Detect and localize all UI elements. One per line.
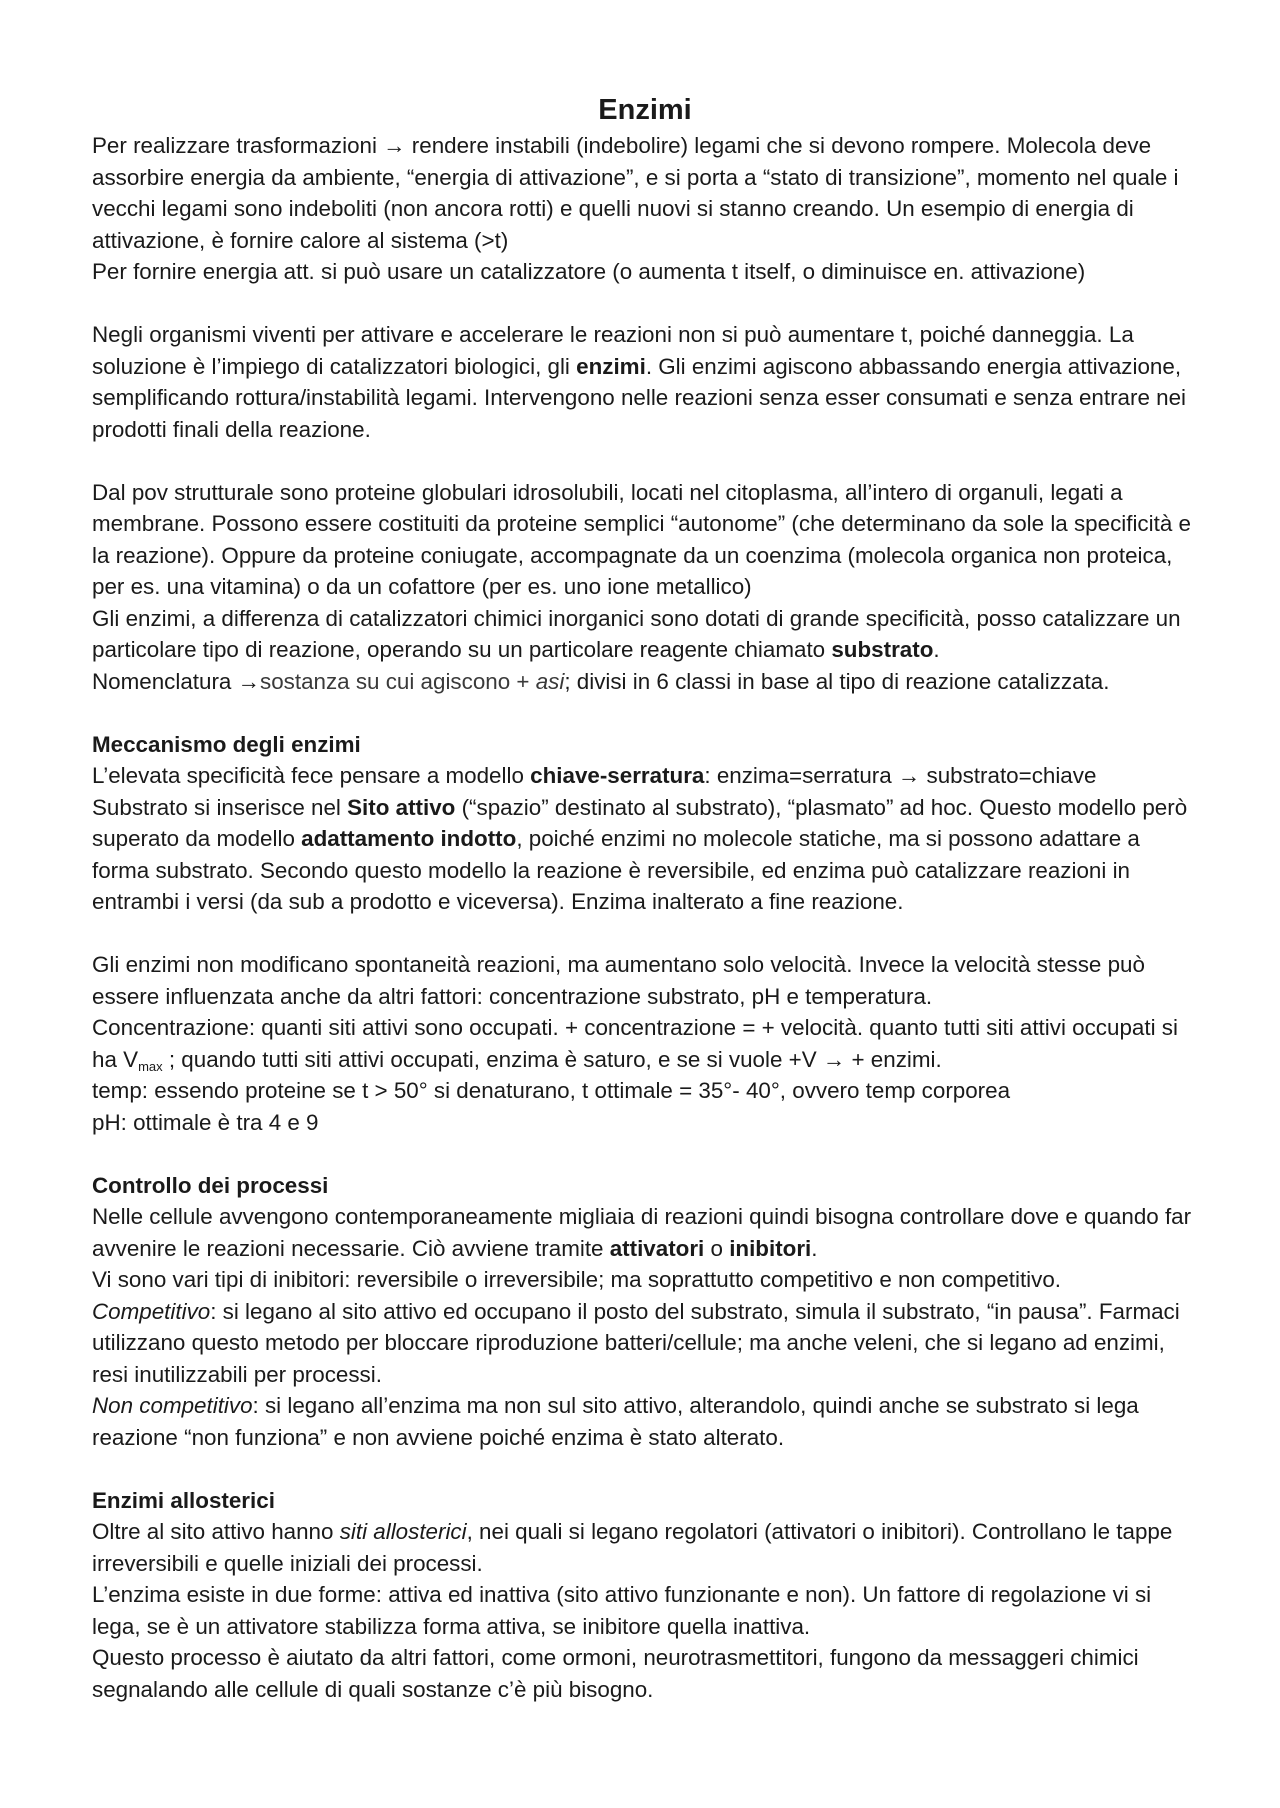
paragraph-allosterici-2: L’enzima esiste in due forme: attiva ed inattiva (sito attivo funzionante e non). Un fattore di regolazione vi si lega, se è un attivatore stabilizza forma attiva, se inibitore quella inattiva.: [92, 1582, 1152, 1639]
document-page: [92, 90, 1198, 1705]
bold-term: enzimi: [576, 353, 646, 379]
bold-term: inibitori: [729, 1235, 812, 1261]
italic-term: asi: [535, 668, 565, 694]
section-heading-controllo: Controllo dei processi: [92, 1172, 329, 1198]
text-run: . Gli enzimi agiscono abbassando energia attivazione, semplificando rottura/instabilità legami. Intervengono nelle reazioni senza esser consumati e senza entrare nei prodotti finali della reazione.: [92, 353, 1187, 442]
paragraph-allosterici-3: Questo processo è aiutato da altri fattori, come ormoni, neurotrasmettitori, fungono da messaggeri chimici segnalando alle cellule di quali sostanze c’è più bisogno.: [92, 1645, 1139, 1702]
paragraph-meccanismo-2: [92, 792, 1198, 918]
text-run: .: [933, 637, 940, 662]
paragraph-controllo-3: [92, 1296, 1198, 1391]
section-heading-allosterici: Enzimi allosterici: [92, 1487, 275, 1513]
paragraph-intro-2: Per fornire energia att. si può usare un catalizzatore (o aumenta t itself, o diminuisce en. attivazione): [92, 259, 1086, 284]
paragraph-controllo-2: Vi sono vari tipi di inibitori: reversibile o irreversibile; ma soprattutto competitivo e non competitivo.: [92, 1267, 1062, 1292]
bold-term: Sito attivo: [347, 794, 456, 820]
paragraph-meccanismo-1: [92, 760, 1198, 792]
text-run: ; divisi in 6 classi in base al tipo di reazione catalizzata.: [564, 668, 1110, 694]
paragraph-controllo-1: [92, 1201, 1198, 1264]
text-run: Nelle cellule avvengono contemporaneamente migliaia di reazioni quindi bisogna controllare dove e quando far avvenire le reazioni necessarie. Ciò avviene tramite: [92, 1204, 1192, 1261]
text-run: ; quando tutti siti attivi occupati, enzima è saturo, e se si vuole +V → + enzimi.: [162, 1046, 942, 1072]
text-run: Substrato si inserisce nel: [92, 794, 348, 820]
italic-term: Non competitivo: [92, 1393, 253, 1418]
text-run: Nomenclatura →: [92, 668, 260, 694]
paragraph-intro-4: Dal pov strutturale sono proteine globulari idrosolubili, locati nel citoplasma, all’intero di organuli, legati a membrane. Possono essere costituiti da proteine semplici “autonome” (che determinano da sole la specificità e la reazione). Oppure da proteine coniugate, accompagnate da un coenzima (molecola organica non proteica, per es. una vitamina) o da un cofattore (per es. uno ione metallico): [92, 479, 1191, 599]
paragraph-meccanismo-5: temp: essendo proteine se t > 50° si denaturano, t ottimale = 35°- 40°, ovvero temp corporea: [92, 1078, 1011, 1103]
paragraph-intro-3: [92, 319, 1198, 445]
paragraph-intro-5: [92, 603, 1198, 666]
paragraph-meccanismo-6: pH: ottimale è tra 4 e 9: [92, 1109, 319, 1135]
text-run: Gli enzimi, a differenza di catalizzatori chimici inorganici sono dotati di grande specificità, posso catalizzare un particolare tipo di reazione, operando su un particolare reagente chiamato: [92, 605, 1181, 662]
paragraph-allosterici-1: [92, 1516, 1198, 1579]
paragraph-meccanismo-4: [92, 1012, 1198, 1075]
text-run: , poiché enzimi no molecole statiche, ma si possono adattare a forma substrato. Secondo questo modello la reazione è reversibile, ed enzima può catalizzare reazioni in entrambi i versi (da sub a prodotto e viceversa). Enzima inalterato a fine reazione.: [92, 826, 1140, 914]
bold-term: adattamento indotto: [301, 826, 517, 851]
text-run: Concentrazione: quanti siti attivi sono occupati. + concentrazione = + velocità. quanto tutti siti attivi occupati si ha V: [92, 1015, 1178, 1072]
spacer: [92, 697, 1198, 729]
page-title: Enzimi: [598, 94, 692, 126]
text-run: Oltre al sito attivo hanno: [92, 1519, 340, 1544]
bold-term: substrato: [831, 637, 934, 662]
text-run: sostanza su cui agiscono +: [260, 668, 536, 694]
spacer: [92, 288, 1198, 320]
subscript: max: [138, 1058, 163, 1074]
text-run: , nei quali si legano regolatori (attivatori o inibitori). Controllano le tappe irreversibili e quelle iniziali dei processi.: [92, 1519, 1173, 1576]
italic-term: Competitivo: [92, 1298, 211, 1324]
spacer: [92, 918, 1198, 950]
spacer: [92, 445, 1198, 477]
spacer: [92, 1453, 1198, 1485]
bold-term: chiave-serratura: [530, 763, 705, 788]
text-run: L’elevata specificità fece pensare a modello: [92, 763, 531, 788]
paragraph-meccanismo-3: Gli enzimi non modificano spontaneità reazioni, ma aumentano solo velocità. Invece la velocità stesse può essere influenzata anche da altri fattori: concentrazione substrato, pH e temperatura.: [92, 952, 1145, 1009]
text-run: : si legano all’enzima ma non sul sito attivo, alterandolo, quindi anche se substrato si lega reazione “non funziona” e non avviene poiché enzima è stato alterato.: [92, 1393, 1139, 1450]
bold-term: attivatori: [609, 1235, 705, 1261]
text-run: : si legano al sito attivo ed occupano il posto del substrato, simula il substrato, “in pausa”. Farmaci utilizzano questo metodo per bloccare riproduzione batteri/cellule; ma anche veleni, che si legano ad enzimi, resi inutilizzabili per processi.: [92, 1298, 1180, 1387]
text-run: o: [704, 1235, 730, 1261]
spacer: [92, 1138, 1198, 1170]
text-run: : enzima=serratura → substrato=chiave: [704, 763, 1097, 788]
paragraph-intro-1: Per realizzare trasformazioni → rendere instabili (indebolire) legami che si devono rompere. Molecola deve assorbire energia da ambiente, “energia di attivazione”, e si porta a “stato di transizione”, momento nel quale i vecchi legami sono indeboliti (non ancora rotti) e quelli nuovi si stanno creando. Un esempio di energia di attivazione, è fornire calore al sistema (>t): [92, 133, 1179, 253]
section-heading-meccanismo: Meccanismo degli enzimi: [92, 731, 361, 757]
italic-term: siti allosterici: [339, 1519, 467, 1544]
paragraph-controllo-4: [92, 1390, 1198, 1453]
text-run: Negli organismi viventi per attivare e accelerare le reazioni non si può aumentare t, poiché danneggia. La soluzione è l’impiego di catalizzatori biologici, gli: [92, 322, 1134, 379]
text-run: .: [811, 1235, 818, 1261]
text-run: (“spazio” destinato al substrato), “plasmato” ad hoc. Questo modello però superato da modello: [92, 794, 1188, 851]
paragraph-intro-6: [92, 666, 1198, 698]
